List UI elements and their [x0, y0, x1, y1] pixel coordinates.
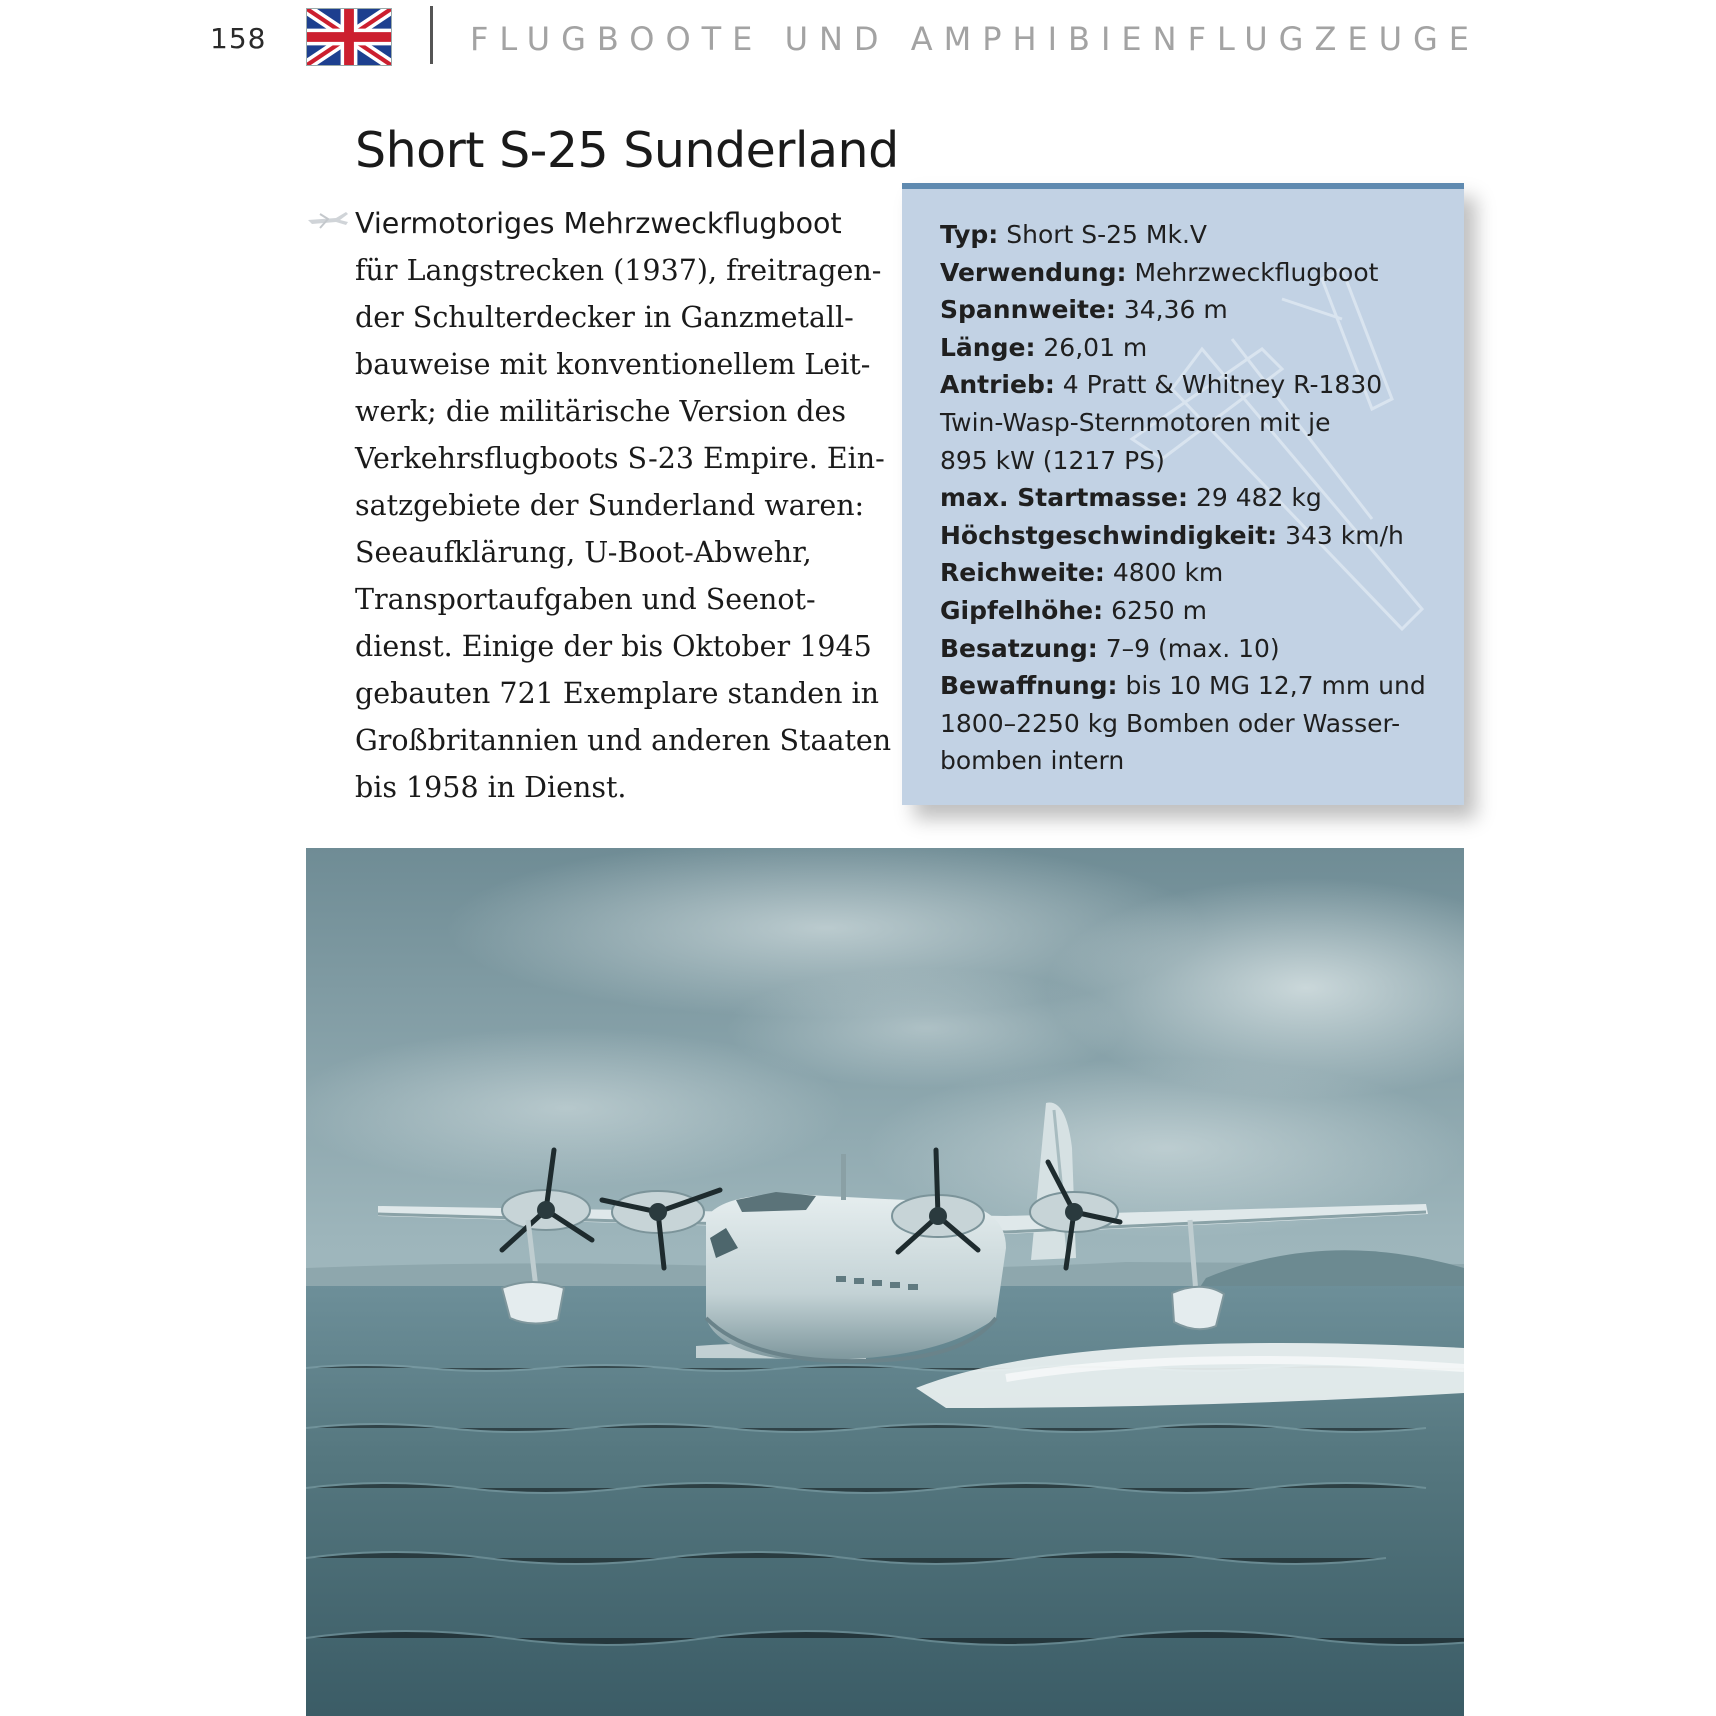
- article-line: satzgebiete der Sunderland waren:: [355, 489, 865, 522]
- article-line: dienst. Einige der bis Oktober 1945: [355, 630, 872, 663]
- spec-row: [940, 291, 1450, 329]
- spec-value: 34,36 m: [1115, 295, 1228, 325]
- spec-label: Gipfelhöhe:: [940, 595, 1104, 625]
- article-line: Seeaufklärung, U-Boot-Abwehr,: [355, 536, 812, 569]
- spec-row: [940, 442, 1450, 480]
- flying-boat-photo: [306, 848, 1464, 1716]
- spec-value: bomben intern: [940, 746, 1125, 776]
- spec-row: [940, 742, 1450, 780]
- article-line: der Schulterdecker in Ganzmetall-: [355, 301, 854, 334]
- spec-label: Höchstgeschwindigkeit:: [940, 520, 1278, 550]
- spec-value: 343 km/h: [1277, 520, 1404, 550]
- article-line: gebauten 721 Exemplare standen in: [355, 677, 879, 710]
- spec-row: [940, 404, 1450, 442]
- spec-value: 895 kW (1217 PS): [940, 445, 1165, 475]
- article-line: Großbritannien und anderen Staaten: [355, 724, 892, 757]
- spec-value: 1800–2250 kg Bomben oder Wasser-: [940, 708, 1401, 738]
- article-line: Verkehrsflugboots S-23 Empire. Ein-: [355, 442, 885, 475]
- spec-label: Spannweite:: [940, 295, 1116, 325]
- spec-value: 7–9 (max. 10): [1097, 633, 1280, 663]
- article-title: Short S-25 Sunderland: [355, 122, 899, 179]
- union-jack-flag-icon: [306, 8, 392, 66]
- spec-label: max. Startmasse:: [940, 483, 1188, 513]
- specs-box: [902, 183, 1464, 805]
- page-number: 158: [210, 22, 267, 55]
- spec-row: [940, 366, 1450, 404]
- spec-label: Besatzung:: [940, 633, 1098, 663]
- spec-value: 4800 km: [1104, 558, 1224, 588]
- article-line: Transportaufgaben und Seenot-: [355, 583, 816, 616]
- spec-value: 4 Pratt & Whitney R-1830: [1054, 370, 1383, 400]
- spec-row: [940, 705, 1450, 743]
- spec-label: Reichweite:: [940, 558, 1105, 588]
- spec-row: [940, 592, 1450, 630]
- plane-silhouette-icon: [306, 208, 350, 234]
- spec-row: [940, 667, 1450, 705]
- spec-value: Mehrzweckflugboot: [1126, 257, 1379, 287]
- article-lead: Viermotoriges Mehrzweckflugboot: [355, 207, 842, 240]
- spec-value: 26,01 m: [1035, 332, 1148, 362]
- spec-value: Short S-25 Mk.V: [998, 220, 1208, 249]
- spec-value: Twin-Wasp-Sternmotoren mit je: [940, 407, 1331, 437]
- spec-row: [940, 479, 1450, 517]
- spec-row: [940, 630, 1450, 668]
- spec-value: 6250 m: [1103, 595, 1207, 625]
- article-line: werk; die militärische Version des: [355, 395, 847, 428]
- article-line: bis 1958 in Dienst.: [355, 771, 627, 804]
- spec-row: [940, 554, 1450, 592]
- spec-value: bis 10 MG 12,7 mm und: [1117, 671, 1426, 701]
- spec-label: Antrieb:: [940, 370, 1055, 400]
- specs-list: [940, 216, 1450, 780]
- spec-label: Verwendung:: [940, 257, 1127, 287]
- article-body: [355, 200, 892, 811]
- spec-label: Länge:: [940, 332, 1036, 362]
- spec-row: [940, 329, 1450, 367]
- article-line: bauweise mit konventionellem Leit-: [355, 348, 871, 381]
- article-line: für Langstrecken (1937), freitragen-: [355, 254, 882, 287]
- spec-row: [940, 216, 1450, 254]
- running-head: FLUGBOOTE UND AMPHIBIENFLUGZEUGE: [470, 20, 1481, 58]
- spec-value: 29 482 kg: [1188, 483, 1322, 513]
- spec-label: Bewaffnung:: [940, 671, 1118, 701]
- spec-row: [940, 254, 1450, 292]
- spec-row: [940, 517, 1450, 555]
- spec-label: Typ:: [940, 220, 999, 249]
- header-divider: [430, 6, 433, 64]
